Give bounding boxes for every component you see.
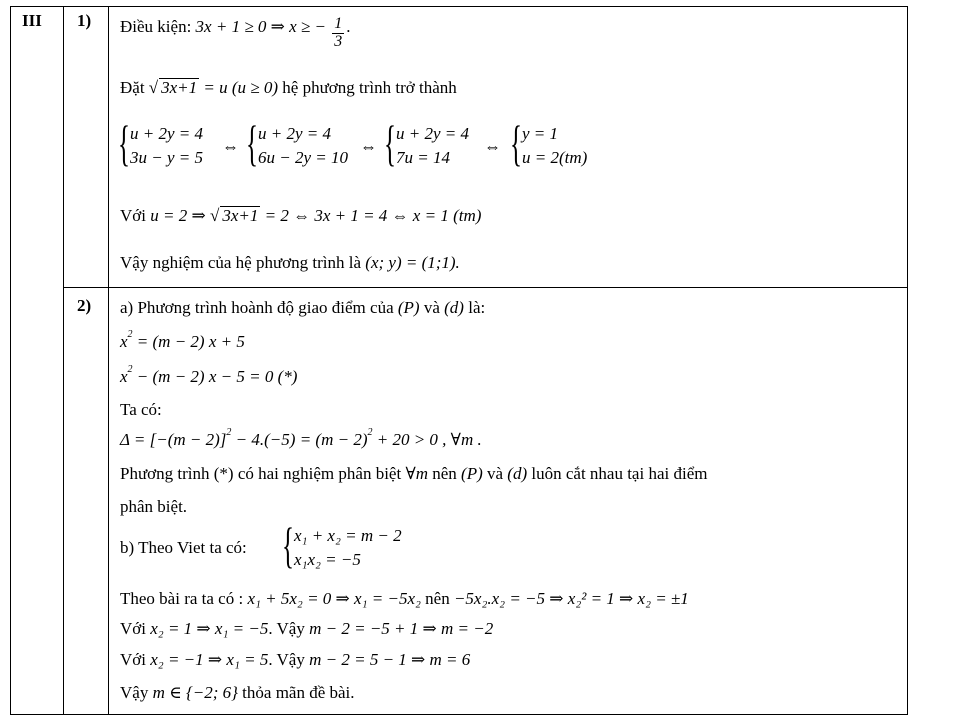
table-border-top: [10, 6, 908, 7]
equation-1: $x^2 = (m - 2) x + 5$: [120, 329, 245, 351]
condition-expr: 3x + 1 ≥ 0 ⇒ x ≥ −: [195, 16, 326, 36]
condition-fraction: $\frac{1}{3}$: [334, 15, 343, 50]
conclusion-line: Vậy nghiệm của hệ phương trình là (x; y) = (1;1).: [120, 253, 460, 272]
b-line-1: Theo bài ra ta có : x₁ + 5x₂ = 0 ⇒ x₁ = −5x₂ nên −5x₂.x₂ = −5 ⇒ x₂² = 1 ⇒ x₂ = ±1: [120, 589, 689, 608]
with-line: Với u = 2 ⇒ √ 3x+1 = 2 ⇔ 3x + 1 = 4 ⇔ x = 1 (tm): [120, 206, 482, 225]
delta-line: $\Delta = [-(m - 2)]^2 - 4.(-5) = (m - 2)^2 + 20 > 0$ , ∀m .: [120, 427, 482, 449]
sqrt-radicand: 3x+1: [161, 78, 198, 97]
final-answer: Vậy m ∈ {−2; 6} thỏa mãn đề bài.: [120, 683, 355, 702]
sqrt-sign: √: [148, 78, 159, 97]
part1-number: 1): [77, 11, 92, 30]
taco-label: Ta có:: [120, 400, 162, 419]
condition-line: Điều kiện: 3x + 1 ≥ 0 ⇒ x ≥ − $\frac{1}{3}$ .: [120, 15, 351, 50]
b-line-3: Với x₂ = −1 ⇒ x₁ = 5. Vậy m − 2 = 5 − 1 ⇒ m = 6: [120, 650, 471, 669]
row-divider: [63, 287, 908, 288]
equiv-1: ⇔: [222, 137, 239, 156]
equation-2: $x^2 - (m - 2) x - 5 = 0$ (*): [120, 364, 298, 386]
equiv-3: ⇔: [484, 137, 501, 156]
col-divider-1: [63, 6, 64, 715]
part2-number: 2): [77, 296, 92, 315]
equiv-2: ⇔: [360, 137, 377, 156]
discriminant-conclusion-2: phân biệt.: [120, 497, 188, 516]
discriminant-conclusion: Phương trình (*) có hai nghiệm phân biệt ∀m nên (P) và (d) luôn cắt nhau tại hai điểm: [120, 464, 708, 483]
part2a-intro: a) Phương trình hoành độ giao điểm của (P) và (d) là:: [120, 298, 486, 317]
table-border-right: [907, 6, 908, 715]
substitution-line: Đặt √ 3x+1 = u (u ≥ 0) hệ phương trình trở thành: [120, 78, 457, 97]
b-line-2: Với x₂ = 1 ⇒ x₁ = −5. Vậy m − 2 = −5 + 1 ⇒ m = −2: [120, 619, 494, 638]
part2b-intro: b) Theo Viet ta có:: [120, 538, 247, 557]
col-divider-2: [108, 6, 109, 715]
table-border-left: [10, 6, 11, 715]
table-border-bottom: [10, 714, 908, 715]
section-label: III: [22, 11, 42, 30]
